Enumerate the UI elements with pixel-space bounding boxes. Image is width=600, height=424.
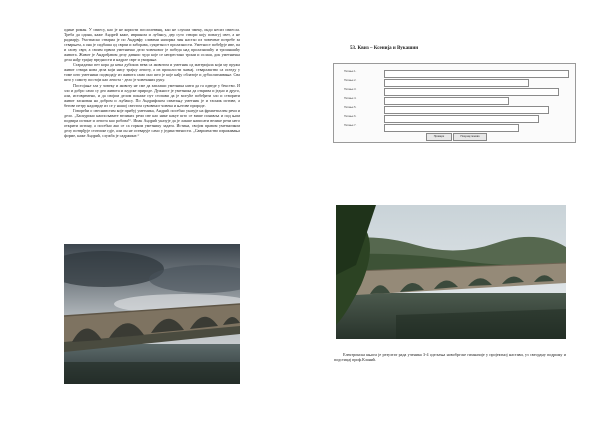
quiz-heading: 53. Квиз – Ксенија и Вукашин — [350, 46, 419, 51]
check-button[interactable]: Провери — [426, 133, 452, 141]
paragraph-2: Старадачко пет кора да нека дубоких вева са животом и уметник од материјала који му пружа живот ствара нова дела који нису трајну лепоту, а из прошлости значај. стварлаштво са огледу у томе што уметники подводају из живота само оно што је које нађу облатоје и дубаслигнивање. Сва што у самоту постоји као лепота - дело је човечаних руку. — [64, 62, 240, 83]
answer-field[interactable] — [384, 124, 519, 132]
paragraph-1: одине роман. У свиесу, као је не користи послолеввнц, као не слушаз чмеку, ондо несиз свиесла. Треба да одина, каже Андрей каже, ивршном и лубаксу, дер суто створи коју повагуј свет, а не радиарју. Умстиаско ствариа је по Андрвфу сливени напорма чин настао из човечене потребе за стварњем, а она је сидбаша од сврпи и заборава, сукретност пролазности. Уметност побеђује иве, па и сасву сврт, а своим првом уметничко дело човековог је победа над пролазношћу и трошнашћу живота. Живот је Андређавом делу давнио чудо које се непрестано трони и ослаш, док уметничка дела нађу трајну вредности и надрле сврт и умирање. — [64, 27, 240, 63]
answer-field[interactable] — [384, 106, 549, 114]
answer-field[interactable] — [384, 97, 509, 105]
quiz-row — [344, 124, 569, 131]
quiz-row — [344, 106, 569, 113]
quiz-row — [344, 97, 569, 104]
quiz-question-label: Питање 5. — [344, 106, 357, 109]
answer-field[interactable] — [384, 88, 559, 96]
quiz-question-label: Питање 1. — [344, 70, 357, 73]
quiz-row — [344, 115, 569, 122]
quiz-question-label: Питање 7. — [344, 124, 357, 127]
answer-field[interactable] — [384, 79, 529, 87]
answer-field[interactable] — [384, 70, 569, 78]
bridge-photo-left — [64, 244, 240, 384]
caption-text: Електронска књига је резултат рада ученика 3-4 одељења новобргске гимназије у пројектној настави, уз свесрдну подршку и подстицај проф.Кланић. — [334, 352, 566, 362]
left-page-text — [64, 27, 240, 138]
quiz-question-label: Питање 6. — [344, 115, 357, 118]
paragraph-4: Говорећи о свеснивстим које прибуј уметника, Андрић посебно указује на фрмаетиллен речи и дело. „Баскурино наопољавате великих речи све као нике какуе што се више понавља и под њим подвира истине и лепота као робова!“. Ипак Андрић указује да је лакше написати велике речи него открити истину, а посебно ако се са горком уметнику задата. Истина, својом правом уметничком делу потврђује стотиске гдје, али он не остварује само у јединствености. „Савршенство изражавања форме, каже Андрић, служба је садржине.“ — [64, 107, 240, 138]
bridge-photo-right — [336, 205, 566, 339]
quiz-row — [344, 88, 569, 95]
quiz-question-label: Питање 3. — [344, 88, 357, 91]
quiz-row — [344, 79, 569, 86]
caption — [334, 352, 566, 362]
quiz-form — [333, 63, 576, 143]
quiz-row — [344, 70, 569, 77]
paragraph-3: Постојање зла у човеку и животу не сме да заплаши уметника нити да га одведе у бекство. И зло и добро само су део живота и људске природе. Дужност је уметника да открива и једно и друго, али, истовремено, и да својим делом покаже пут стопави да је могуће побеђити зло и створити живот заснован на добром и љубаксу. По Андрифском схватању уметник је и тасник истиве, а бегове петру надоврде из се у нашој свестом сувовеног човека и његове природе. — [64, 82, 240, 108]
retry-button[interactable]: Покушај поново — [453, 133, 487, 141]
quiz-question-label: Питање 4. — [344, 97, 357, 100]
quiz-question-label: Питање 2. — [344, 79, 357, 82]
answer-field[interactable] — [384, 115, 539, 123]
